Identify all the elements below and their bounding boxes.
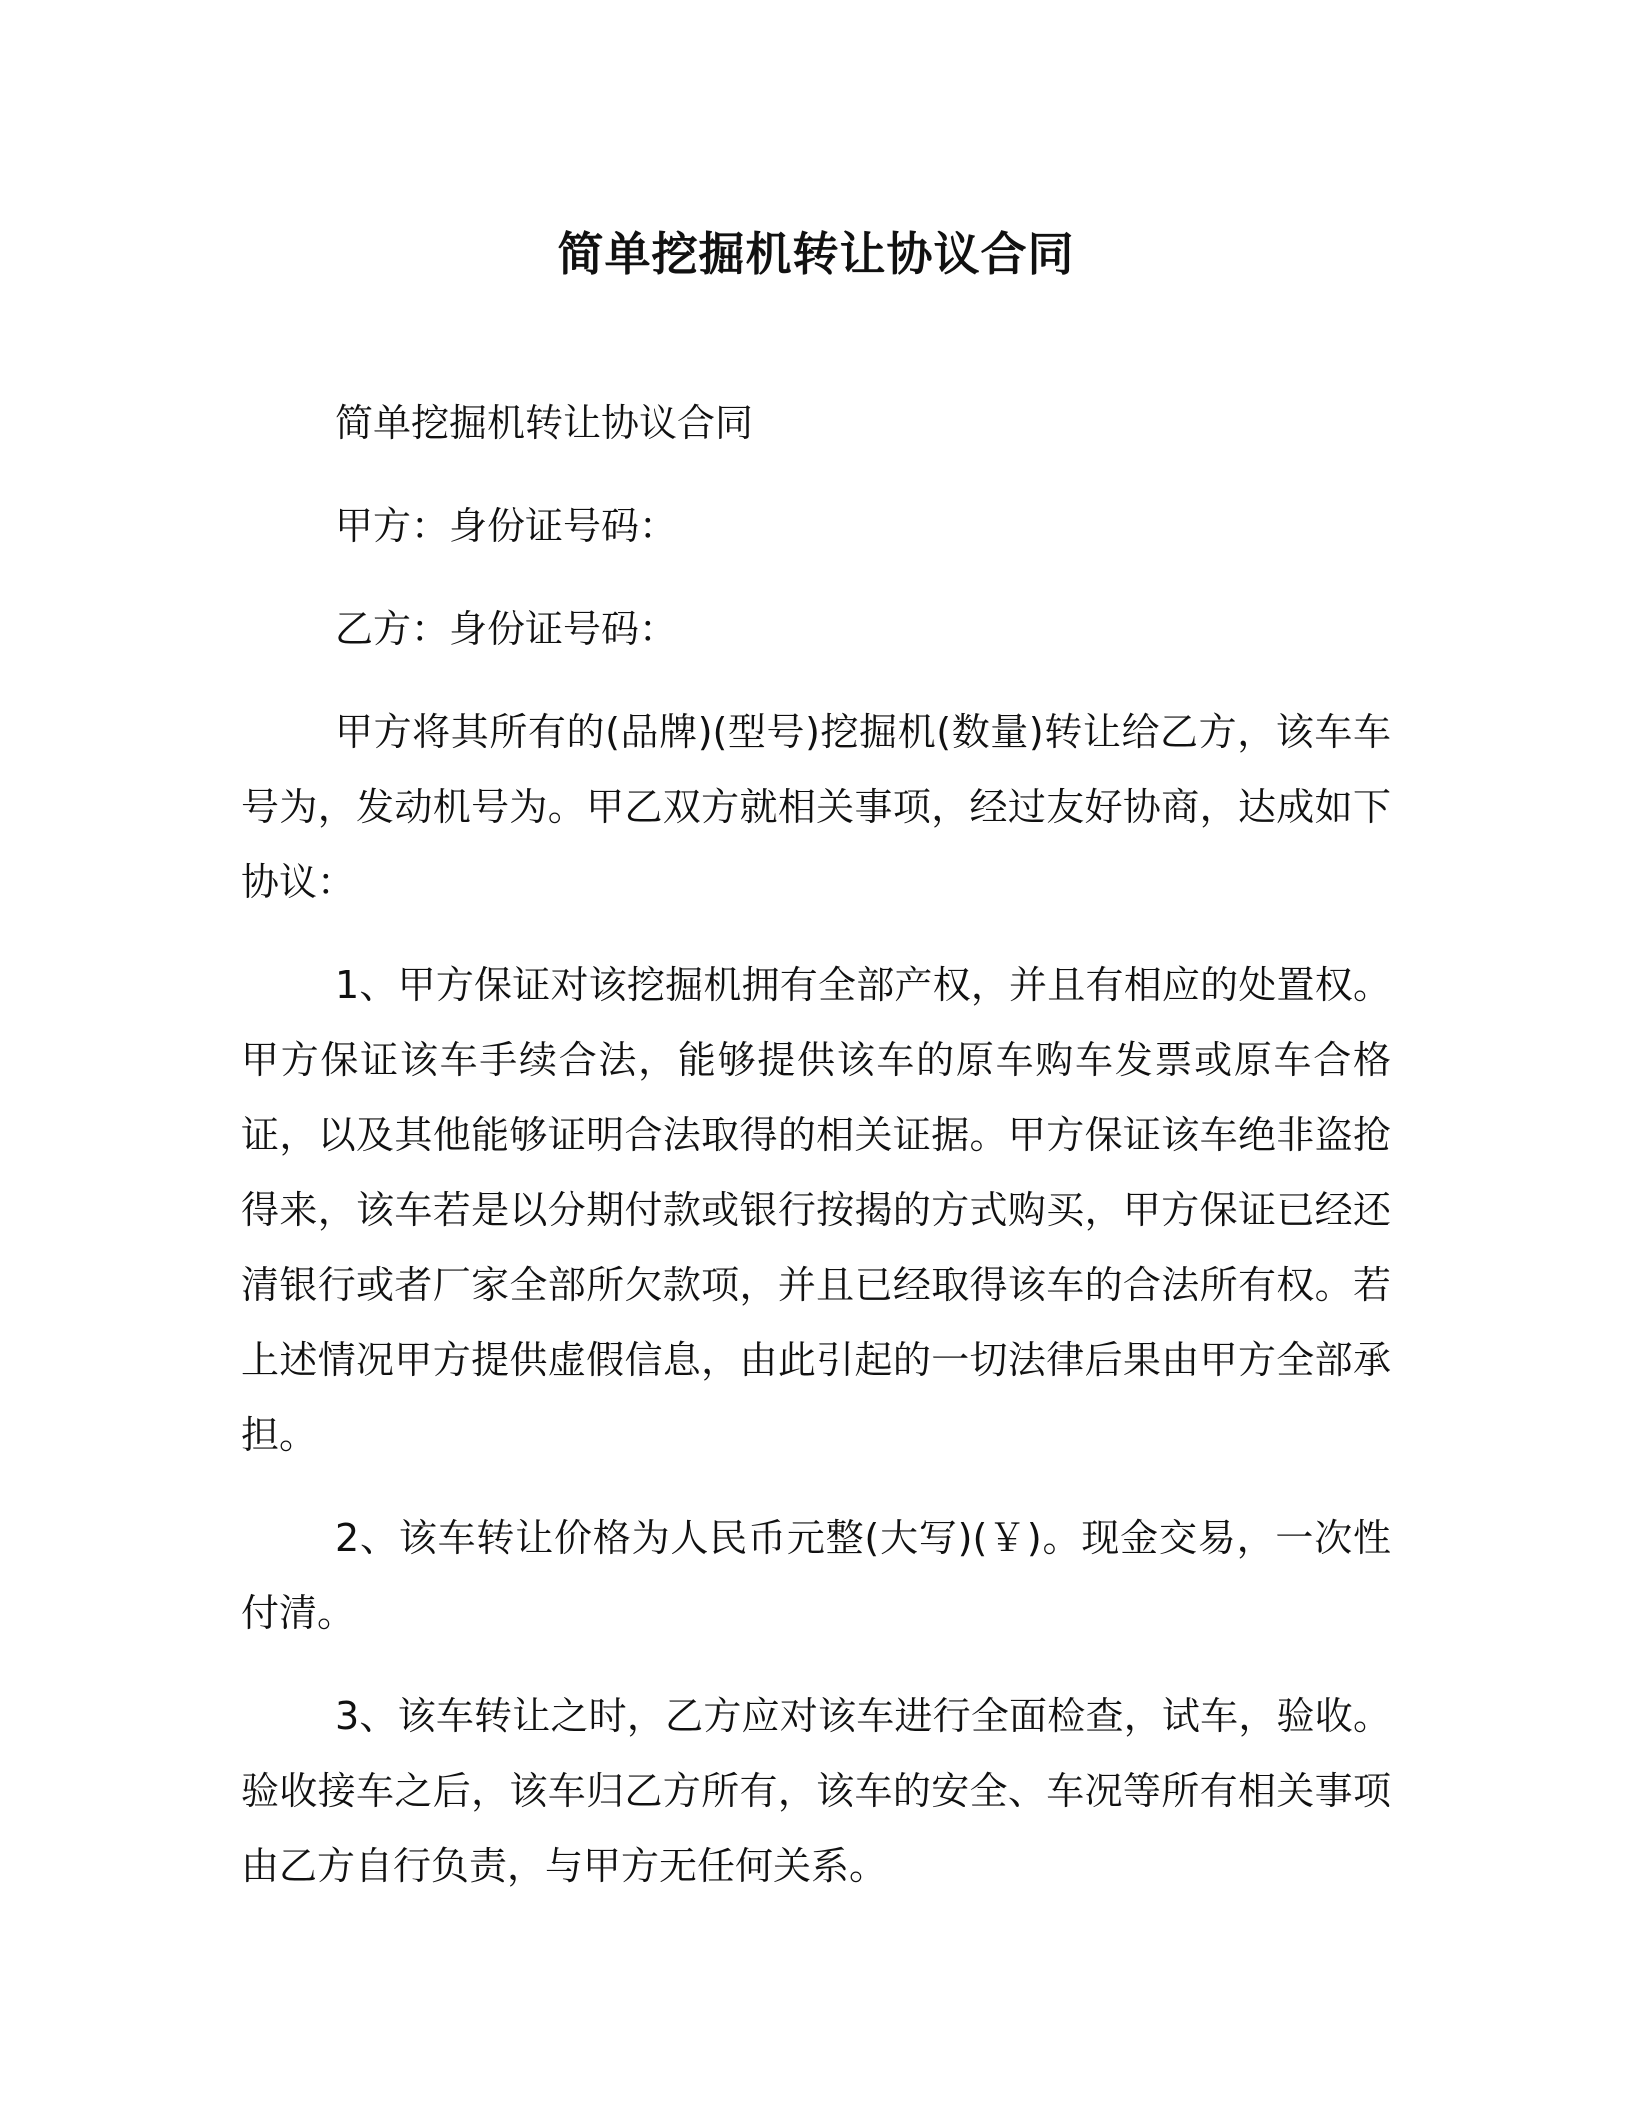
document-body xyxy=(241,386,1391,1932)
clause-1-paragraph: 1、甲方保证对该挖掘机拥有全部产权，并且有相应的处置权。甲方保证该车手续合法，能够提供该车的原车购车发票或原车合格证，以及其他能够证明合法取得的相关证据。甲方保证该车绝非盗抢得来，该车若是以分期付款或银行按揭的方式购买，甲方保证已经还清银行或者厂家全部所欠款项，并且已经取得该车的合法所有权。若上述情况甲方提供虚假信息，由此引起的一切法律后果由甲方全部承担。 xyxy=(241,963,1391,1457)
preamble-paragraph: 甲方将其所有的(品牌)(型号)挖掘机(数量)转让给乙方，该车车号为，发动机号为。甲乙双方就相关事项，经过友好协商，达成如下协议： xyxy=(241,710,1391,904)
subtitle-paragraph: 简单挖掘机转让协议合同 xyxy=(335,401,754,445)
party-a-line: 甲方：身份证号码： xyxy=(335,504,678,548)
party-b-line: 乙方：身份证号码： xyxy=(335,607,678,651)
document-title: 简单挖掘机转让协议合同 xyxy=(557,227,1075,281)
clause-3-paragraph: 3、该车转让之时，乙方应对该车进行全面检查，试车，验收。验收接车之后，该车归乙方所有，该车的安全、车况等所有相关事项由乙方自行负责，与甲方无任何关系。 xyxy=(241,1694,1391,1888)
clause-2-paragraph: 2、该车转让价格为人民币元整(大写)(￥)。现金交易，一次性付清。 xyxy=(241,1516,1391,1635)
